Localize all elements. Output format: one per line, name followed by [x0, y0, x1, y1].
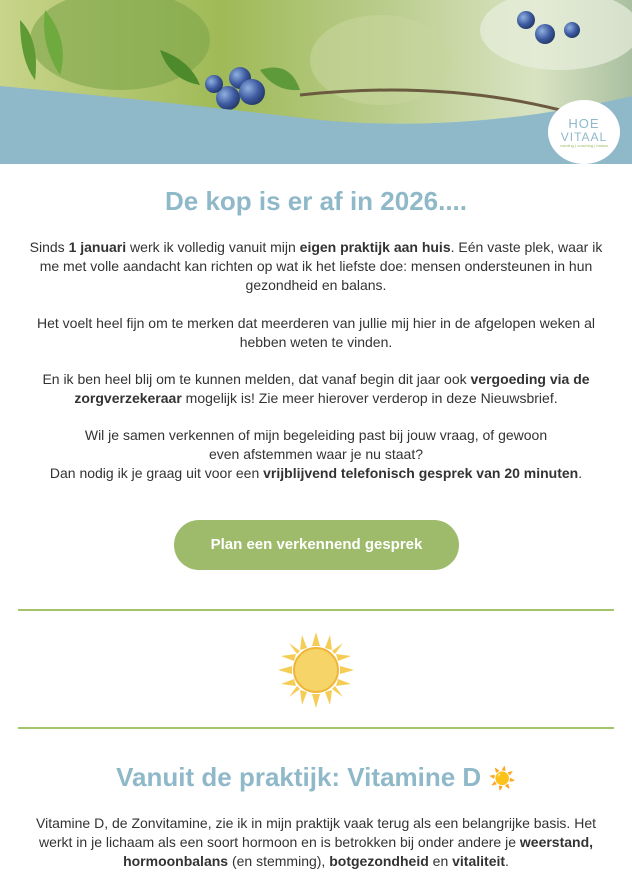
divider-bottom: [18, 727, 614, 729]
hoe-vitaal-logo: [548, 100, 620, 164]
intro-paragraph-4-line2: Dan nodig ik je graag uit voor een vrijblijvend telefonisch gesprek van 20 minuten.: [49, 465, 583, 481]
blueberry-photo: [0, 0, 632, 164]
header-banner: [0, 0, 632, 164]
intro-paragraph-3: En ik ben heel blij om te kunnen melden, dat vanaf begin dit jaar ook vergoeding via de zorgverzekeraar mogelijk is! Zie meer hierover verderop in deze Nieuwsbrief.: [42, 371, 590, 406]
intro-paragraph-2: Het voelt heel fijn om te merken dat meerderen van jullie mij hier in de afgelopen weken al hebben weten te vinden.: [37, 315, 595, 350]
plan-gesprek-button[interactable]: Plan een verkennend gesprek: [174, 520, 459, 570]
intro-title: De kop is er af in 2026....: [164, 186, 468, 216]
sun-emoji-icon: ☀️: [488, 766, 516, 791]
sun-moon-icon: [278, 632, 354, 708]
intro-paragraph-1: Sinds 1 januari werk ik volledig vanuit mijn eigen praktijk aan huis. Eén vaste plek, waar ik me met volle aandacht kan richten op wat ik het liefste doe: mensen ondersteunen in hun gezondheid en balans.: [29, 239, 603, 293]
logo-tagline: voeding | coaching | balans: [559, 143, 609, 148]
vitamine-paragraph-1: Vitamine D, de Zonvitamine, zie ik in mijn praktijk vaak terug als een belangrijke basis. Het werkt in je lichaam als een soort hormoon en is betrokken bij onder andere je weerstand, hormoonbalans (en stemming), botgezondheid en vitaliteit.: [36, 815, 596, 869]
logo-line1: HOE: [568, 116, 600, 131]
intro-paragraph-4: [20, 426, 612, 483]
intro-paragraph-4-line1: Wil je samen verkennen of mijn begeleiding past bij jouw vraag, of gewoon even afstemmen waar je nu staat?: [84, 427, 548, 462]
divider-top: [18, 609, 614, 611]
logo-line2: VITAAL: [560, 130, 608, 144]
vitamine-title: Vanuit de praktijk: Vitamine D ☀️: [116, 762, 516, 792]
